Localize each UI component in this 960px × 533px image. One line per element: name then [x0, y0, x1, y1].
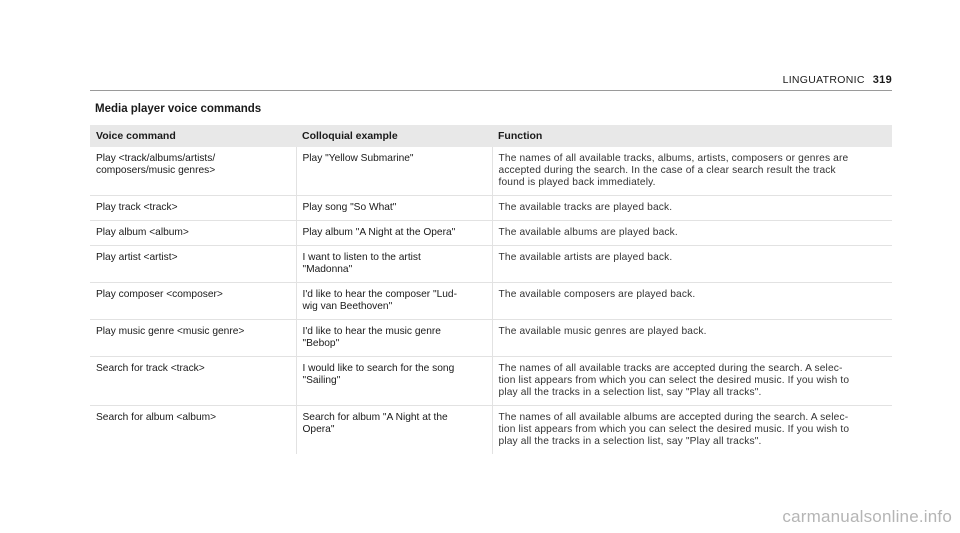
- header-colloquial-example: Colloquial example: [296, 125, 492, 147]
- function-cell: The names of all available tracks are accepted during the search. A selec- tion list appears from which you can select the desired music. If you wish to play all the tracks in a selection list, say "Play all tracks".: [492, 357, 892, 406]
- function-cell: The names of all available tracks, albums, artists, composers or genres are accepted during the search. In the case of a clear search result the track found is played back immediately.: [492, 147, 892, 196]
- colloquial-example-cell: Play song "So What": [296, 196, 492, 221]
- table-row: [90, 246, 892, 283]
- section-title: Media player voice commands: [95, 103, 262, 115]
- voice-commands-table: [90, 125, 892, 454]
- voice-command-cell: Search for track <track>: [90, 357, 296, 406]
- table-body: [90, 147, 892, 454]
- colloquial-example-cell: Play "Yellow Submarine": [296, 147, 492, 196]
- function-cell: The names of all available albums are accepted during the search. A selec- tion list appears from which you can select the desired music. If you wish to play all the tracks in a selection list, say "Play all tracks".: [492, 406, 892, 455]
- voice-command-cell: Search for album <album>: [96, 412, 217, 423]
- colloquial-example-cell: Play album "A Night at the Opera": [296, 221, 492, 246]
- colloquial-example-cell: I'd like to hear the music genre "Bebop": [296, 320, 492, 357]
- colloquial-example-cell: Search for album "A Night at the Opera": [296, 406, 492, 455]
- voice-command-cell: Play composer <composer>: [90, 283, 296, 320]
- function-cell: The available music genres are played back.: [492, 320, 892, 357]
- colloquial-example-cell: I want to listen to the artist "Madonna": [296, 246, 492, 283]
- colloquial-example-cell: I'd like to hear the composer "Lud- wig van Beethoven": [296, 283, 492, 320]
- voice-command-cell: Play album <album>: [90, 221, 296, 246]
- watermark: carmanualsonline.info: [782, 507, 952, 526]
- table-header-row: [90, 125, 892, 147]
- table-row: [90, 320, 892, 357]
- header-rule: [90, 90, 892, 91]
- header-function: Function: [492, 125, 892, 147]
- colloquial-example-cell: I would like to search for the song "Sailing": [296, 357, 492, 406]
- function-cell: The available tracks are played back.: [492, 196, 892, 221]
- voice-command-cell: Play music genre <music genre>: [90, 320, 296, 357]
- running-head-label: LINGUATRONIC: [782, 74, 865, 86]
- voice-command-cell: Play artist <artist>: [90, 246, 296, 283]
- table-row: [90, 147, 892, 196]
- running-head: [783, 74, 892, 86]
- page-number: 319: [872, 74, 892, 86]
- table-row: [90, 357, 892, 406]
- table-row: [90, 406, 892, 455]
- voice-command-cell: Play track <track>: [90, 196, 296, 221]
- header-voice-command: Voice command: [90, 125, 296, 147]
- table-row: [90, 283, 892, 320]
- table-row: [90, 221, 892, 246]
- function-cell: The available composers are played back.: [492, 283, 892, 320]
- function-cell: The available artists are played back.: [492, 246, 892, 283]
- function-cell: The available albums are played back.: [492, 221, 892, 246]
- voice-command-cell: Play <track/albums/artists/ composers/music genres>: [90, 147, 296, 196]
- table-row: [90, 196, 892, 221]
